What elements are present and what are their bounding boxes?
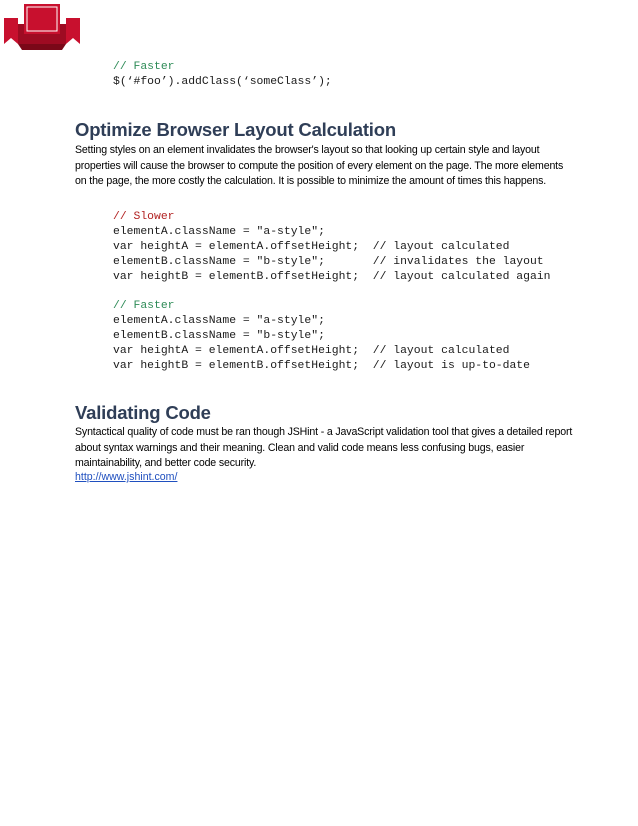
section-paragraph-layout: Setting styles on an element invalidates the browser's layout so that looking up certain style and layout properties will cause the browser to compute the position of every element on the page. The more elements on the page, the more costly the calculation. It is possible to minimize the amount of times this happens. bbox=[75, 144, 564, 187]
code-block-layout-faster bbox=[113, 299, 530, 374]
code-line: var heightB = elementB.offsetHeight; // layout is up-to-date bbox=[113, 360, 530, 372]
code-line: var heightB = elementB.offsetHeight; // layout calculated again bbox=[113, 271, 551, 283]
section-heading-validating: Validating Code bbox=[75, 402, 211, 423]
red-ribbon-logo-icon bbox=[4, 4, 80, 50]
code-line: elementB.className = "b-style"; // invalidates the layout bbox=[113, 256, 544, 268]
section-heading-layout: Optimize Browser Layout Calculation bbox=[75, 119, 396, 140]
code-comment: // Faster bbox=[113, 61, 175, 73]
code-line: $(‘#foo’).addClass(‘someClass’); bbox=[113, 76, 332, 88]
code-line: elementB.className = "b-style"; bbox=[113, 330, 325, 342]
code-line: var heightA = elementA.offsetHeight; // layout calculated bbox=[113, 241, 510, 253]
code-line: var heightA = elementA.offsetHeight; // layout calculated bbox=[113, 345, 510, 357]
code-comment: // Slower bbox=[113, 211, 175, 223]
code-block-addclass-faster bbox=[113, 60, 332, 90]
code-line: elementA.className = "a-style"; bbox=[113, 226, 325, 238]
jshint-link[interactable]: http://www.jshint.com/ bbox=[75, 471, 178, 483]
code-line: elementA.className = "a-style"; bbox=[113, 315, 325, 327]
code-block-layout-slower bbox=[113, 210, 550, 285]
code-comment: // Faster bbox=[113, 300, 175, 312]
section-paragraph-validating: Syntactical quality of code must be ran though JSHint - a JavaScript validation tool that gives a detailed report about syntax warnings and their meaning. Clean and valid code means less confusing bugs, easier maintainability, and better code security. bbox=[75, 426, 573, 469]
